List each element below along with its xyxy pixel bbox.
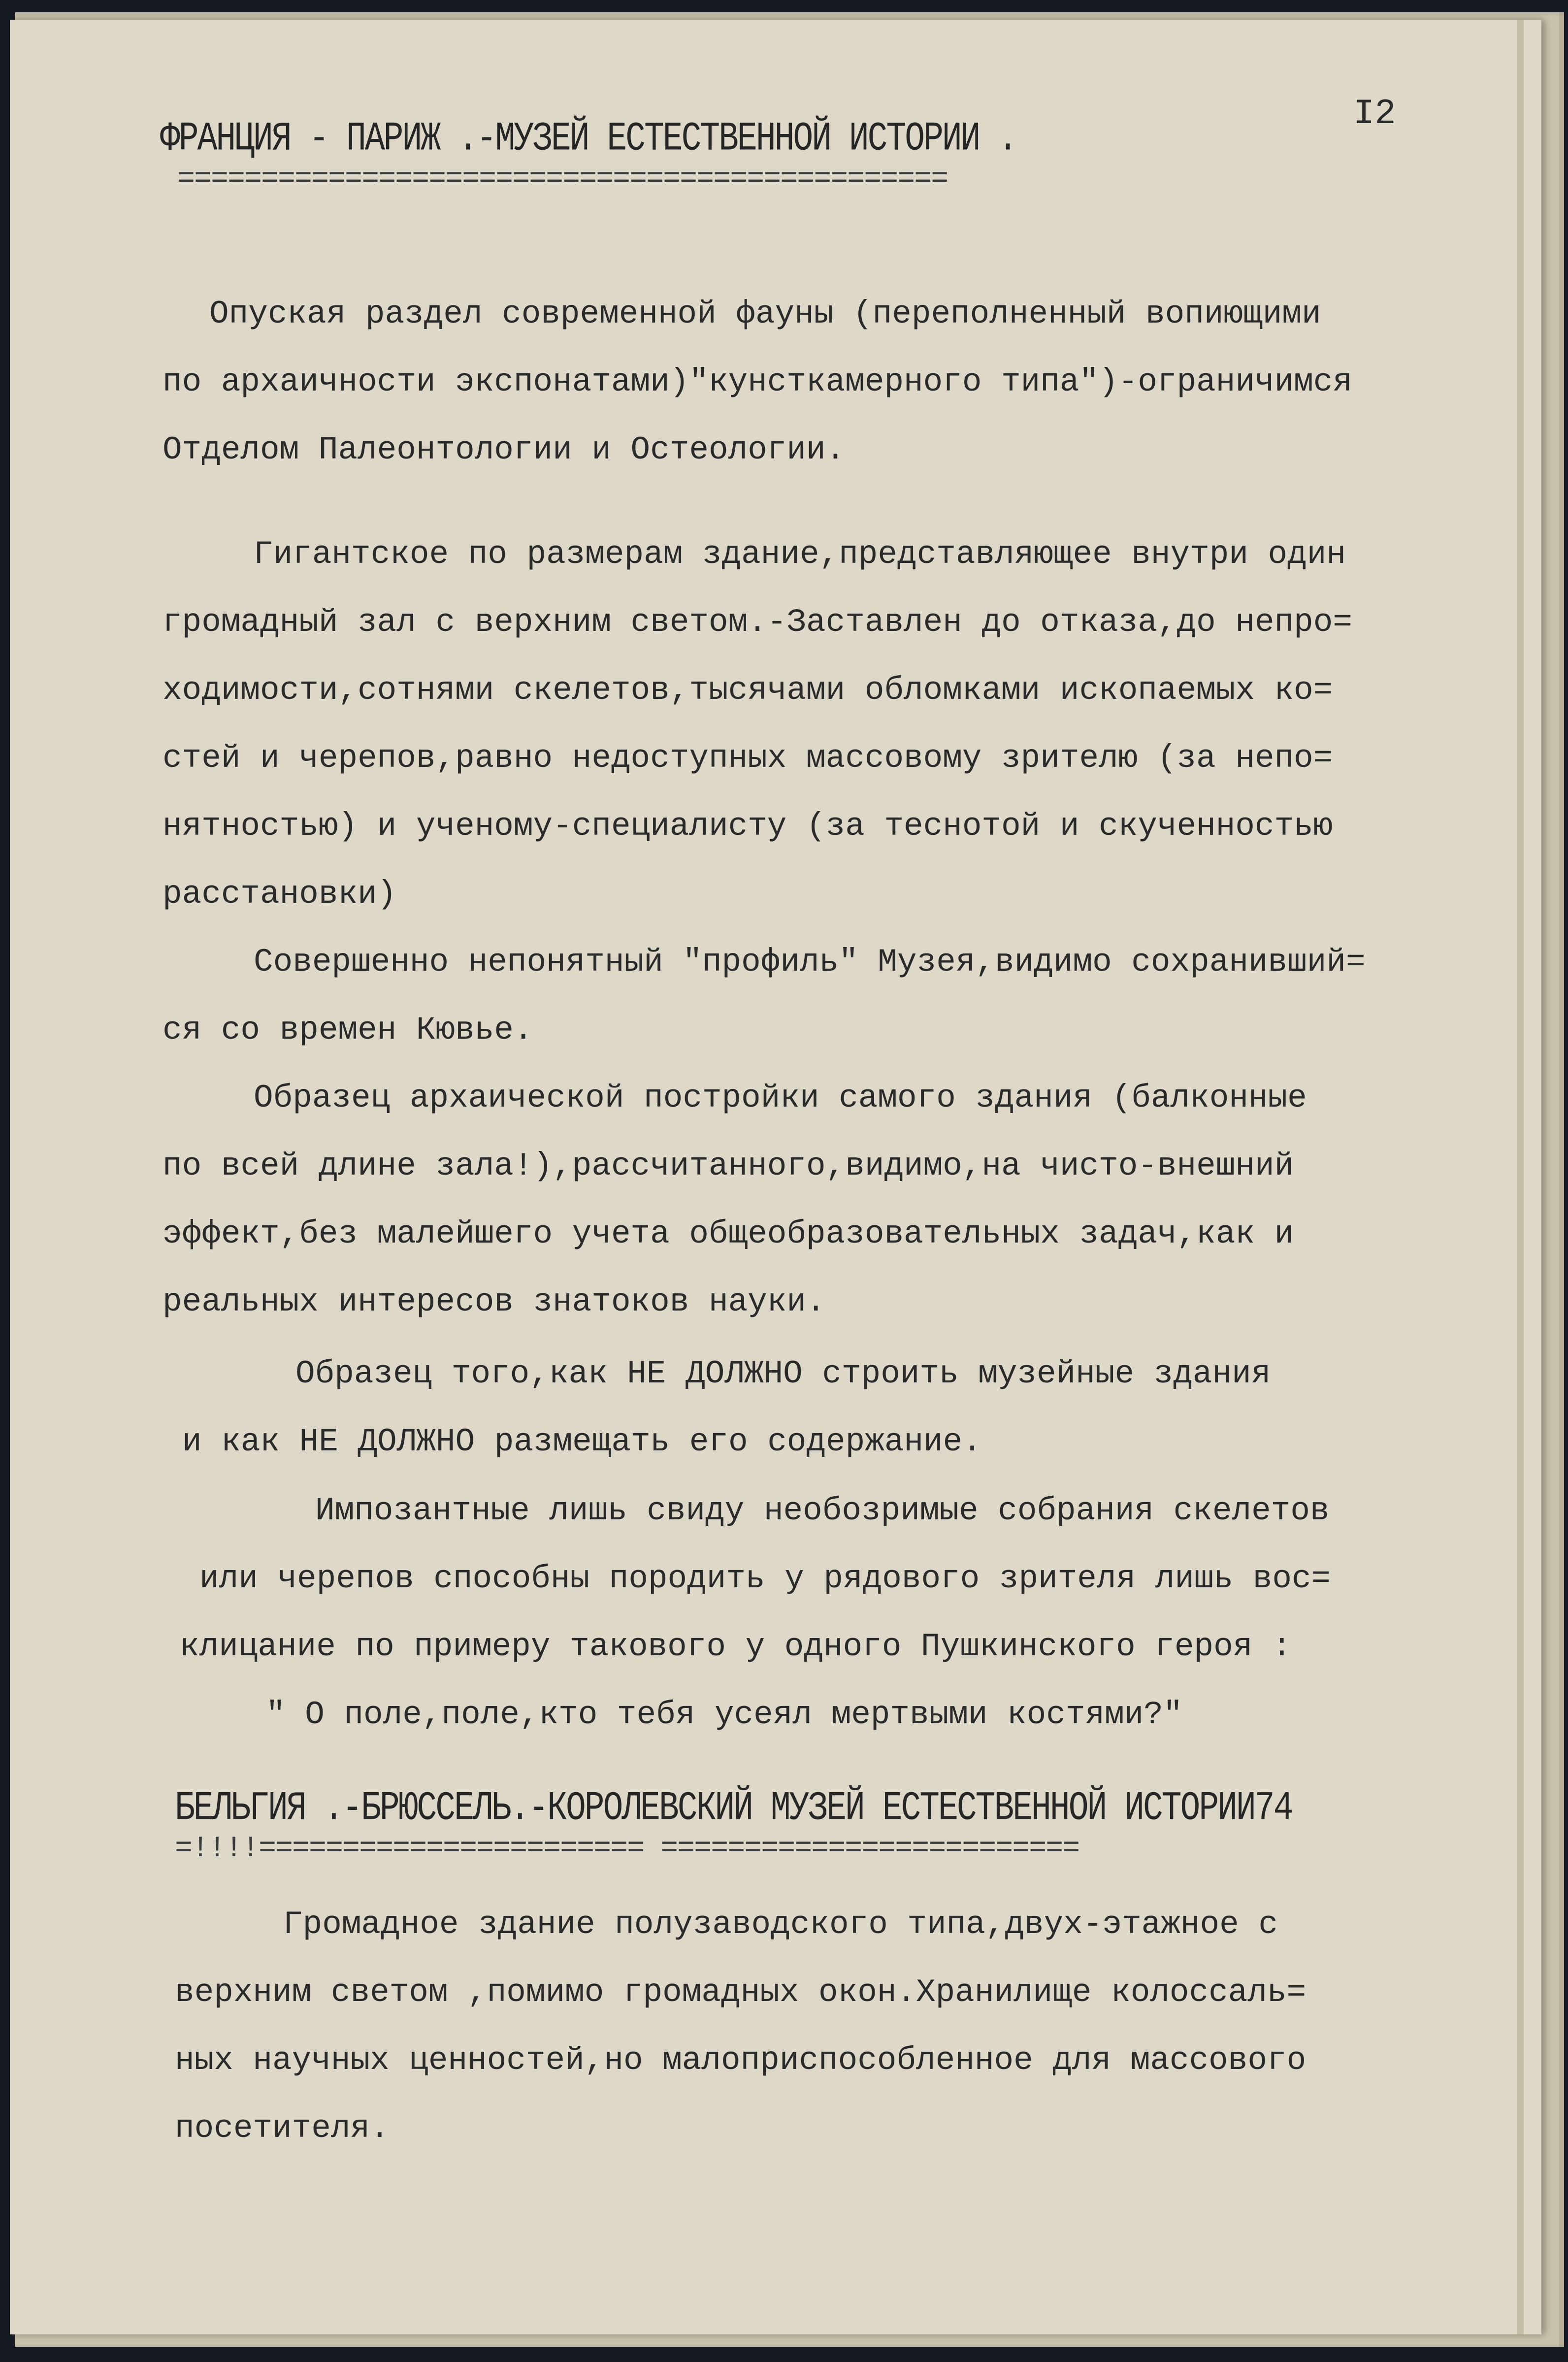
text-line: Образец того,как НЕ ДОЛЖНО строить музейные здания [295, 1355, 1271, 1392]
text-line: нятностью) и ученому-специалисту (за теснотой и скученностью [163, 808, 1333, 845]
text-line: посетителя. [175, 2110, 390, 2147]
text-line: Гигантское по размерам здание,представляющее внутри один [254, 536, 1346, 573]
quotation-line: " О поле,поле,кто тебя усеял мертвыми костями?" [266, 1696, 1183, 1733]
text-line: клицание по примеру такового у одного Пушкинского героя : [180, 1628, 1292, 1665]
text-line: реальных интересов знатоков науки. [163, 1283, 826, 1320]
text-line: или черепов способны породить у рядового зрителя лишь вос= [199, 1560, 1331, 1597]
text-line: по архаичности экспонатами)"кунсткамерного типа")-ограничимся [163, 363, 1352, 400]
text-line: по всей длине зала!),рассчитанного,видимо,на чисто-внешний [163, 1148, 1294, 1184]
heading-rule-france: ============================================== [177, 163, 948, 196]
text-line: Опуская раздел современной фауны (переполненный вопиющими [209, 295, 1321, 332]
heading-rule-belgium: =!!!!======================= ========================= [175, 1832, 1079, 1866]
section-heading-belgium: БЕЛЬГИЯ .-БРЮССЕЛЬ.-КОРОЛЕВСКИЙ МУЗЕЙ ЕСТЕСТВЕННОЙ ИСТОРИИ74 [175, 1785, 1292, 1832]
text-line: стей и черепов,равно недоступных массовому зрителю (за непо= [163, 740, 1333, 777]
text-line: расстановки) [163, 876, 397, 913]
section-heading-france: ФРАНЦИЯ - ПАРИЖ .-МУЗЕЙ ЕСТЕСТВЕННОЙ ИСТОРИИ . [160, 116, 1017, 162]
text-line: эффект,без малейшего учета общеобразовательных задач,как и [163, 1215, 1294, 1252]
text-line: громадный зал с верхним светом.-Заставлен до отказа,до непро= [163, 604, 1352, 641]
text-line: и как НЕ ДОЛЖНО размещать его содержание. [182, 1423, 982, 1460]
text-line: ся со времен Кювье. [163, 1012, 533, 1049]
text-line: ных научных ценностей,но малоприспособленное для массового [175, 2042, 1307, 2079]
text-line: Совершенно непонятный "профиль" Музея,видимо сохранивший= [254, 944, 1366, 981]
text-line: Громадное здание полузаводского типа,двух-этажное с [283, 1906, 1278, 1943]
text-line: верхним светом ,помимо громадных окон.Хранилище колоссаль= [175, 1974, 1307, 2011]
text-line: ходимости,сотнями скелетов,тысячами обломками ископаемых ко= [163, 672, 1333, 709]
page-edge [1517, 20, 1524, 2334]
text-line: Импозантные лишь свиду необозримые собрания скелетов [315, 1492, 1330, 1529]
text-line: Отделом Палеонтологии и Остеологии. [163, 431, 846, 468]
text-line: Образец архаической постройки самого здания (балконные [254, 1080, 1307, 1116]
page-number: I2 [1353, 94, 1396, 134]
